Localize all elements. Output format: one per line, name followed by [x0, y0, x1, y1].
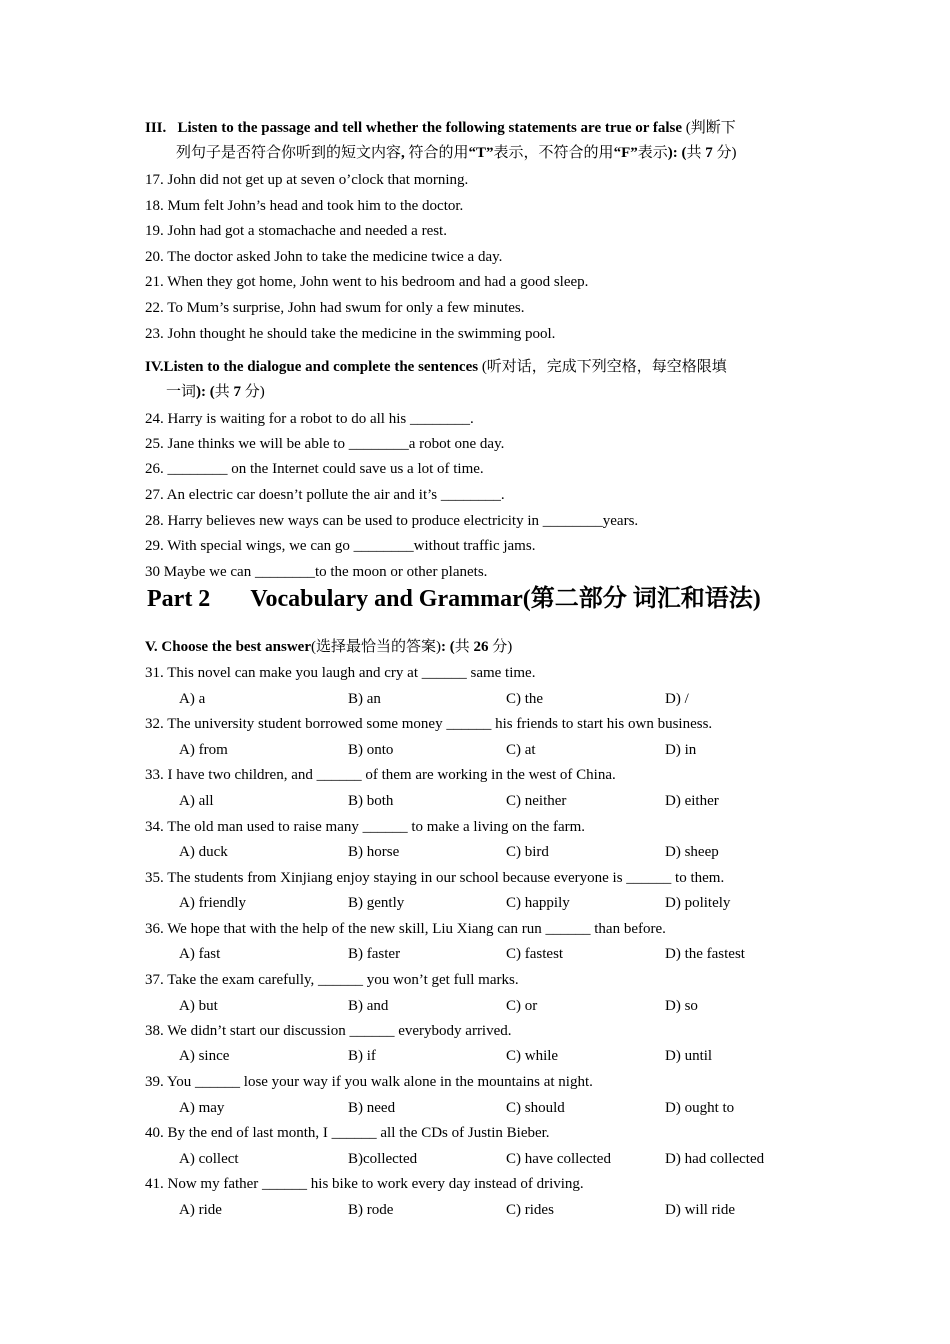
option-38-d[interactable]: D) until: [665, 1048, 713, 1064]
question-34: 34. The old man used to raise many ______ to make a living on the farm.: [145, 819, 586, 835]
option-34-a[interactable]: A) duck: [179, 844, 228, 860]
section-3-points: 7: [705, 145, 713, 161]
option-31-c[interactable]: C) the: [506, 691, 544, 707]
section-5-total-prefix: 共: [454, 639, 474, 655]
section-3-instr-b: ,: [401, 145, 409, 161]
option-32-d[interactable]: D) in: [665, 742, 697, 758]
option-33-b[interactable]: B) both: [348, 793, 394, 809]
statement-20: 20. The doctor asked John to take the medicine twice a day.: [145, 249, 503, 265]
option-36-a[interactable]: A) fast: [179, 946, 221, 962]
option-39-b[interactable]: B) need: [348, 1100, 396, 1116]
option-35-b[interactable]: B) gently: [348, 895, 405, 911]
section-4-title: Listen to the dialogue and complete the sentences: [163, 359, 479, 375]
section-3-label: III.: [145, 120, 167, 136]
option-41-a[interactable]: A) ride: [179, 1202, 222, 1218]
option-35-d[interactable]: D) politely: [665, 895, 731, 911]
section-4-instr-c: 共: [214, 384, 234, 400]
option-31-b[interactable]: B) an: [348, 691, 381, 707]
section-4-heading-line2: [166, 383, 265, 401]
section-3-instr-c: 符合的用: [408, 145, 469, 161]
statement-22: 22. To Mum’s surprise, John had swum for only a few minutes.: [145, 300, 525, 316]
option-40-c[interactable]: C) have collected: [506, 1151, 611, 1167]
section-3-instr-f: “F”: [613, 145, 638, 161]
section-5-total-suffix: 分): [488, 639, 513, 655]
option-34-c[interactable]: C) bird: [506, 844, 549, 860]
question-33: 33. I have two children, and ______ of them are working in the west of China.: [145, 767, 616, 783]
option-38-c[interactable]: C) while: [506, 1048, 559, 1064]
option-37-c[interactable]: C) or: [506, 998, 538, 1014]
option-40-d[interactable]: D) had collected: [665, 1151, 765, 1167]
option-38-b[interactable]: B) if: [348, 1048, 376, 1064]
option-41-d[interactable]: D) will ride: [665, 1202, 735, 1218]
option-40-a[interactable]: A) collect: [179, 1151, 239, 1167]
section-5-title-cn: (选择最恰当的答案): [310, 639, 441, 655]
section-4-title-cn: (听对话，完成下列空格，每空格限填: [478, 359, 727, 375]
section-5-points: 26: [473, 639, 489, 655]
option-38-a[interactable]: A) since: [179, 1048, 230, 1064]
option-31-d[interactable]: D) /: [665, 691, 689, 707]
part-2-title: Vocabulary and Grammar(第二部分 词汇和语法): [250, 586, 761, 612]
statement-21: 21. When they got home, John went to his bedroom and had a good sleep.: [145, 274, 589, 290]
question-40: 40. By the end of last month, I ______ all the CDs of Justin Bieber.: [145, 1125, 550, 1141]
section-3-heading-line2: [176, 144, 737, 162]
section-3-instr-t: “T”: [468, 145, 494, 161]
statement-17: 17. John did not get up at seven o’clock that morning.: [145, 172, 469, 188]
option-39-c[interactable]: C) should: [506, 1100, 565, 1116]
part-2-heading: [147, 584, 761, 614]
question-35: 35. The students from Xinjiang enjoy staying in our school because everyone is ______ to them.: [145, 870, 725, 886]
question-39: 39. You ______ lose your way if you walk alone in the mountains at night.: [145, 1074, 593, 1090]
section-3-instr-d: 表示，不符合的用: [493, 145, 614, 161]
question-38: 38. We didn’t start our discussion ______ everybody arrived.: [145, 1023, 512, 1039]
option-36-b[interactable]: B) faster: [348, 946, 401, 962]
option-37-d[interactable]: D) so: [665, 998, 698, 1014]
option-31-a[interactable]: A) a: [179, 691, 206, 707]
question-36: 36. We hope that with the help of the new skill, Liu Xiang can run ______ than before.: [145, 921, 666, 937]
statement-19: 19. John had got a stomachache and needed a rest.: [145, 223, 447, 239]
option-32-b[interactable]: B) onto: [348, 742, 394, 758]
statement-18: 18. Mum felt John’s head and took him to the doctor.: [145, 198, 464, 214]
option-36-d[interactable]: D) the fastest: [665, 946, 745, 962]
option-35-a[interactable]: A) friendly: [179, 895, 247, 911]
section-4-instr-punct: ): (: [196, 384, 215, 400]
sentence-25: 25. Jane thinks we will be able to ________a robot one day.: [145, 436, 505, 452]
section-3-instr-a: 列句子是否符合你听到的短文内容: [176, 145, 402, 161]
section-3-title: Listen to the passage and tell whether the following statements are true or false: [177, 120, 683, 136]
section-3-heading: [145, 119, 736, 137]
option-37-a[interactable]: A) but: [179, 998, 218, 1014]
option-32-c[interactable]: C) at: [506, 742, 536, 758]
section-4-instr-e: 分): [241, 384, 265, 400]
sentence-27: 27. An electric car doesn’t pollute the air and it’s ________.: [145, 487, 505, 503]
section-3-instr-i: 分): [712, 145, 737, 161]
statement-23: 23. John thought he should take the medicine in the swimming pool.: [145, 326, 556, 342]
section-5-heading: [145, 638, 512, 656]
option-40-b[interactable]: B)collected: [348, 1151, 418, 1167]
section-4-points: 7: [233, 384, 242, 400]
option-34-b[interactable]: B) horse: [348, 844, 400, 860]
section-3-instr-punct: ): (: [667, 145, 687, 161]
section-3-instr-g: 共: [686, 145, 706, 161]
section-4-label: IV.: [145, 359, 164, 375]
section-4-heading: [145, 358, 727, 376]
option-36-c[interactable]: C) fastest: [506, 946, 564, 962]
section-3-instr-e: 表示: [637, 145, 668, 161]
sentence-30: 30 Maybe we can ________to the moon or other planets.: [145, 564, 488, 580]
part-2-label: Part 2: [147, 586, 211, 612]
sentence-26: 26. ________ on the Internet could save us a lot of time.: [145, 461, 484, 477]
question-41: 41. Now my father ______ his bike to work every day instead of driving.: [145, 1176, 584, 1192]
section-3-title-cn: (判断下: [682, 120, 736, 136]
sentence-28: 28. Harry believes new ways can be used to produce electricity in ________years.: [145, 513, 639, 529]
option-39-a[interactable]: A) may: [179, 1100, 225, 1116]
question-37: 37. Take the exam carefully, ______ you won’t get full marks.: [145, 972, 519, 988]
section-4-instr-a: 一词: [166, 384, 197, 400]
option-35-c[interactable]: C) happily: [506, 895, 570, 911]
option-41-b[interactable]: B) rode: [348, 1202, 394, 1218]
option-33-a[interactable]: A) all: [179, 793, 214, 809]
sentence-24: 24. Harry is waiting for a robot to do all his ________.: [145, 411, 474, 427]
option-39-d[interactable]: D) ought to: [665, 1100, 735, 1116]
question-31: 31. This novel can make you laugh and cry at ______ same time.: [145, 665, 536, 681]
question-32: 32. The university student borrowed some money ______ his friends to start his own business.: [145, 716, 713, 732]
option-34-d[interactable]: D) sheep: [665, 844, 719, 860]
option-33-c[interactable]: C) neither: [506, 793, 567, 809]
sentence-29: 29. With special wings, we can go ________without traffic jams.: [145, 538, 536, 554]
option-37-b[interactable]: B) and: [348, 998, 389, 1014]
option-33-d[interactable]: D) either: [665, 793, 719, 809]
section-5-title: V. Choose the best answer: [145, 639, 311, 655]
section-5-punct: : (: [440, 639, 455, 655]
option-41-c[interactable]: C) rides: [506, 1202, 554, 1218]
option-32-a[interactable]: A) from: [179, 742, 228, 758]
